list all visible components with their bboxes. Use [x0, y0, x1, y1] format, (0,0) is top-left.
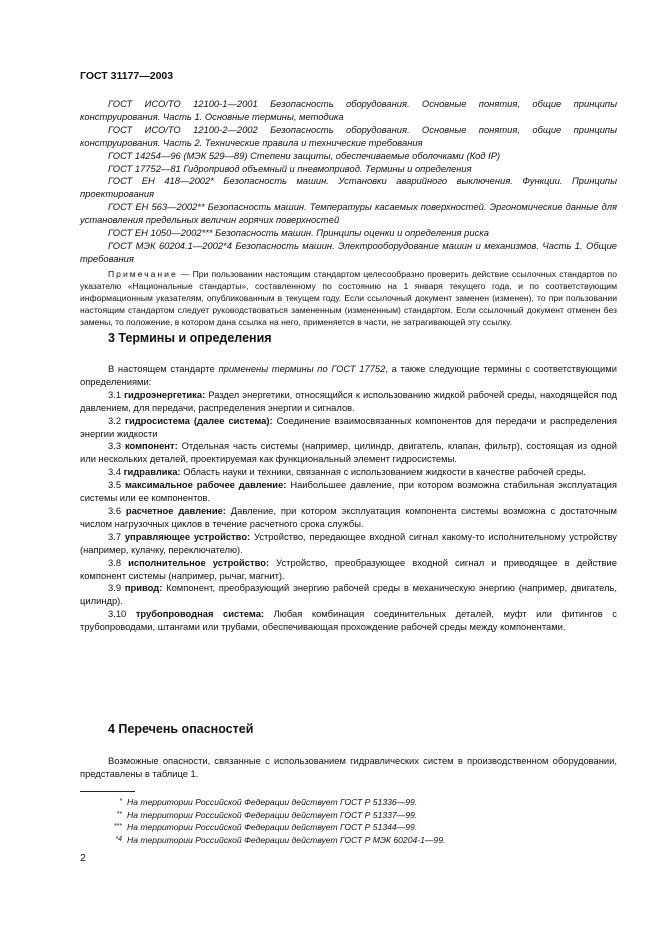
- term-number: 3.3: [108, 440, 125, 452]
- term-definition: [80, 531, 617, 557]
- term-definition: [80, 440, 617, 466]
- term-definition: [80, 415, 617, 441]
- footnote-mark: *: [119, 798, 122, 805]
- term-number: 3.1: [108, 388, 125, 400]
- intro-emphasis: применены термины по ГОСТ 17752: [218, 363, 386, 374]
- term-def: Отдельная часть системы (например, цилиндр, двигатель, клапан, фильтр), состоящая из одной или нескольких деталей, проектируемая как функциональный элемент гидросистемы.: [80, 440, 617, 465]
- section-3-intro: [80, 363, 617, 389]
- reference-item: ГОСТ 17752—81 Гидропривод объемный и пневмопривод. Термины и определения: [108, 162, 472, 174]
- reference-item: ГОСТ ЕН 563—2002** Безопасность машин. Температуры касаемых поверхностей. Эргономические данные для установления предельных величин горячих поверхностей: [80, 201, 617, 226]
- term-number: 3.10: [108, 608, 136, 620]
- term-name: компонент:: [124, 440, 178, 452]
- term-number: 3.4: [108, 466, 124, 478]
- footnote-divider: [80, 791, 135, 792]
- term-number: 3.8: [108, 556, 129, 568]
- term-definition: [80, 505, 617, 531]
- footnote: [80, 834, 617, 847]
- note-label: Примечание: [108, 269, 178, 279]
- page-number: 2: [80, 852, 86, 864]
- reference-item: ГОСТ ИСО/ТО 12100-2—2002 Безопасность оборудования. Основные понятия, общие принципы конструирования. Часть 2. Технические правила и технические требования: [80, 123, 617, 148]
- reference-item: ГОСТ ЕН 418—2002* Безопасность машин. Установки аварийного выключения. Функции. Принципы проектирования: [80, 175, 617, 200]
- term-def: Наибольшее давление, при котором возможна стабильная эксплуатация системы или ее компонентов.: [80, 479, 617, 504]
- term-name: расчетное давление:: [125, 504, 226, 516]
- footnote: [80, 796, 617, 809]
- term-name: трубопроводная система:: [135, 608, 265, 620]
- reference-item: ГОСТ ЕН 1050—2002*** Безопасность машин. Принципы оценки и определения риска: [108, 227, 489, 239]
- section-3-body: [80, 363, 617, 634]
- term-def: Соединение взаимосвязанных компонентов для передачи и распределения энергии жидкости: [80, 414, 617, 439]
- page-header: ГОСТ 31177—2003: [80, 70, 174, 82]
- term-def: Устройство, передающее входной сигнал какому-то исполнительному устройству (например, кулачку, переключателю).: [80, 530, 617, 555]
- term-number: 3.6: [108, 504, 126, 516]
- footnotes: [80, 796, 617, 846]
- term-definition: [80, 479, 617, 505]
- section-4-body: [80, 755, 617, 781]
- term-number: 3.7: [108, 530, 125, 542]
- term-def: Раздел энергетики, относящийся к использованию жидкой рабочей среды, находящейся под давлением, для передачи, распределения энергии и сигналов.: [80, 388, 617, 413]
- footnote-text: На территории Российской Федерации действует ГОСТ Р 51337—99.: [127, 809, 418, 820]
- intro-text: В настоящем стандарте: [108, 363, 219, 374]
- footnote-mark: *4: [115, 835, 122, 843]
- section-3-heading: 3 Термины и определения: [108, 331, 272, 345]
- section-4-heading: 4 Перечень опасностей: [108, 722, 254, 736]
- term-definition: [80, 466, 617, 479]
- term-name: исполнительное устройство:: [128, 556, 270, 568]
- term-name: гидравлика:: [123, 466, 181, 478]
- footnote: [80, 821, 617, 834]
- footnote-text: На территории Российской Федерации действует ГОСТ Р 51336—99.: [127, 797, 418, 807]
- term-name: привод:: [124, 582, 163, 594]
- footnote-mark: **: [116, 810, 122, 818]
- footnote: [80, 809, 617, 822]
- term-number: 3.2: [108, 414, 126, 426]
- reference-item: ГОСТ 14254—96 (МЭК 529—89) Степени защиты, обеспечиваемые оболочками (Код IP): [108, 149, 501, 161]
- term-definition: [80, 557, 617, 583]
- note-paragraph: [80, 268, 617, 328]
- term-name: гидроэнергетика:: [124, 388, 206, 400]
- term-name: максимальное рабочее давление:: [124, 479, 287, 491]
- normative-references: [80, 98, 617, 266]
- footnote-mark: ***: [113, 823, 122, 830]
- note-text: — При пользовании настоящим стандартом целесообразно проверить действие ссылочных стандартов по указателю «Национальные стандарты», составленному по состоянию на 1 января текущего года, и по соответствующим информационным указателям, опубликованным в текущем году. Если ссылочный документ заменен (изменен), то при пользовании настоящим стандартом следует руководствоваться замененным (измененным) стандартом. Если ссылочный документ отменен без замены, то положение, в котором дана ссылка на него, применяется в части, не затрагивающей эту ссылку.: [80, 269, 617, 327]
- reference-item: ГОСТ ИСО/ТО 12100-1—2001 Безопасность оборудования. Основные понятия, общие принципы конструирования. Часть 1. Основные термины, методика: [80, 98, 617, 122]
- term-number: 3.9: [108, 582, 125, 594]
- term-number: 3.5: [108, 479, 125, 491]
- term-def: Давление, при котором эксплуатация компонента системы возможна с достаточным числом нагрузочных циклов в течение расчетного срока службы.: [80, 504, 618, 529]
- term-definition: [80, 389, 617, 415]
- section-4-text: Возможные опасности, связанные с использованием гидравлических систем в производственном оборудовании, представлены в таблице 1.: [80, 755, 617, 779]
- footnote-text: На территории Российской Федерации действует ГОСТ Р МЭК 60204-1—99.: [127, 834, 446, 845]
- intro-text-end: , а также следующие термины с соответствующими определениями:: [80, 363, 617, 387]
- footnote-text: На территории Российской Федерации действует ГОСТ Р 51344—99.: [127, 822, 418, 832]
- reference-item: ГОСТ МЭК 60204.1—2002*4 Безопасность машин. Электрооборудование машин и механизмов. Часть 1. Общие требования: [80, 239, 617, 264]
- term-def: Область науки и техники, связанная с использованием жидкости в качестве рабочей среды.: [180, 466, 586, 478]
- term-name: управляющее устройство:: [124, 530, 251, 542]
- term-def: Устройство, преобразующее входной сигнал и приводящее в действие компонент системы (например, рычаг, магнит).: [80, 556, 617, 581]
- term-def: Любая комбинация соединительных деталей, муфт или фитингов с трубопроводами, штангами или трубами, обеспечивающая прохождение рабочей среды между компонентами.: [80, 608, 617, 633]
- term-definition: [80, 608, 617, 634]
- term-def: Компонент, преобразующий энергию рабочей среды в механическую энергию (например, двигатель, цилиндр).: [80, 582, 617, 607]
- term-definition: [80, 582, 617, 608]
- term-name: гидросистема (далее система):: [125, 414, 273, 426]
